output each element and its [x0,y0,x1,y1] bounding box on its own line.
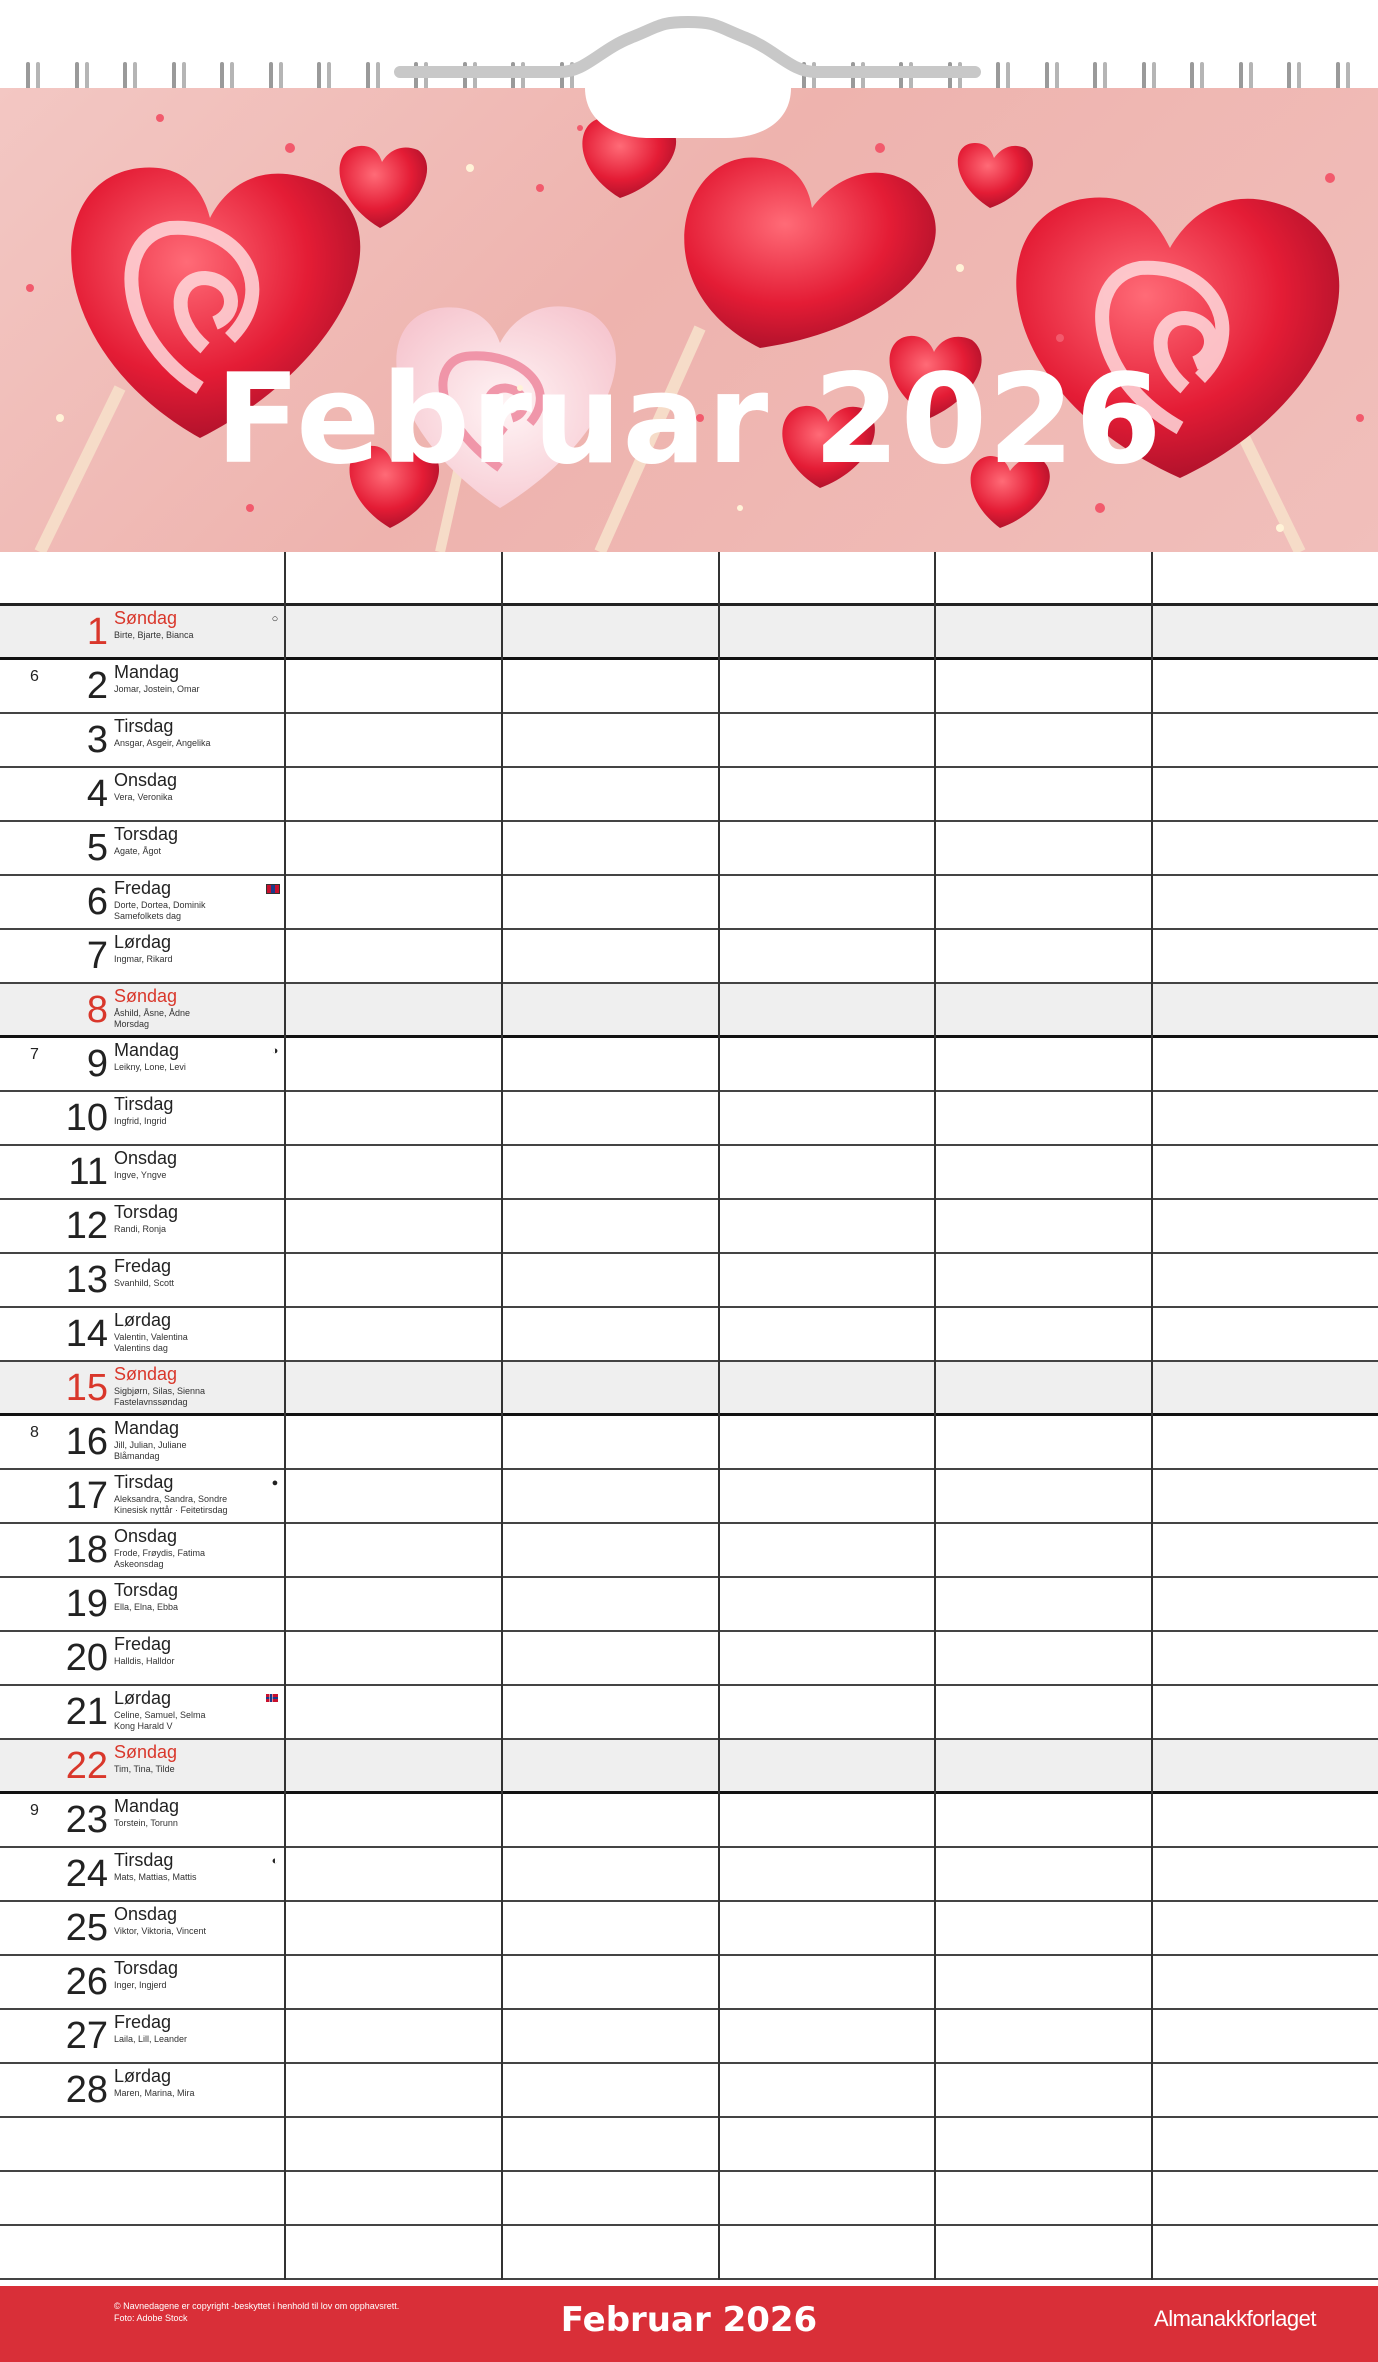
week-number: 9 [30,1802,39,1819]
day-number: 2 [86,665,108,707]
weekday-name: Tirsdag [114,1850,174,1870]
empty-row [0,2226,1378,2280]
day-row [0,1038,1378,1092]
day-number: 13 [65,1259,108,1301]
day-number: 19 [65,1583,108,1625]
name-day-line: Tim, Tina, Tilde [114,1764,175,1774]
name-day-names [114,1980,167,1991]
weekday-name: Mandag [114,1418,180,1438]
day-row [0,1686,1378,1740]
column-divider [934,552,936,2280]
column-header-row [0,552,1378,606]
footer-bar [0,2286,1378,2362]
day-row [0,768,1378,822]
day-number: 9 [86,1043,108,1085]
name-day-names [114,1494,228,1516]
footer-title: Februar 2026 [560,2300,818,2340]
week-number: 7 [30,1046,39,1063]
name-day-line: Åshild, Åsne, Ådne [114,1008,191,1018]
name-day-names [114,1548,205,1570]
name-day-line: Samefolkets dag [114,911,182,921]
weekday-name: Søndag [114,608,178,628]
weekday-name: Lørdag [114,1688,172,1708]
sami-flag-icon [266,884,280,894]
day-number: 20 [65,1637,108,1679]
day-row [0,660,1378,714]
name-day-names [114,1224,166,1235]
day-number: 8 [86,989,108,1031]
name-day-names [114,1440,187,1462]
weekday-name: Mandag [114,1796,180,1816]
day-number: 3 [86,719,108,761]
weekday-name: Onsdag [114,1904,178,1924]
copyright-line-1: © Navnedagene er copyright -beskyttet i henhold til lov om opphavsrett. [114,2301,400,2311]
name-day-line: Blåmandag [114,1451,160,1461]
name-day-names [114,2034,187,2045]
moon-phase-icon: ◐ [271,1855,279,1867]
day-number: 7 [86,935,108,977]
weekday-name: Lørdag [114,1310,172,1330]
name-day-line: Kinesisk nyttår · Feitetirsdag [114,1505,228,1515]
day-row [0,1578,1378,1632]
day-row [0,1632,1378,1686]
name-day-names [114,1386,205,1408]
column-divider [718,552,720,2280]
name-day-names [114,954,173,965]
weekday-name: Mandag [114,1040,180,1060]
hanger-hook [0,0,1378,140]
name-day-line: Inger, Ingjerd [114,1980,167,1990]
name-day-names [114,1656,175,1667]
weekday-name: Fredag [114,878,172,898]
name-day-line: Frode, Frøydis, Fatima [114,1548,206,1558]
name-day-names [114,900,206,922]
day-number: 21 [65,1691,108,1733]
weekday-name: Fredag [114,1634,172,1654]
day-number: 25 [65,1907,108,1949]
name-day-names [114,1710,206,1732]
header-photo [0,88,1378,552]
name-day-names [114,1170,166,1181]
publisher-logo: Almanakkforlaget [1154,2306,1316,2331]
day-number: 1 [86,611,108,653]
name-day-line: Svanhild, Scott [114,1278,175,1288]
weekday-name: Torsdag [114,1958,179,1978]
week-number: 8 [30,1424,39,1441]
day-row [0,1848,1378,1902]
name-day-names [114,1332,188,1354]
name-day-line: Randi, Ronja [114,1224,167,1234]
name-day-names [114,792,173,803]
name-day-names [114,1116,167,1127]
name-day-line: Maren, Marina, Mira [114,2088,195,2098]
name-day-names [114,1602,178,1613]
name-day-line: Ingmar, Rikard [114,954,173,964]
name-day-line: Torstein, Torunn [114,1818,178,1828]
day-row [0,1902,1378,1956]
day-row [0,1362,1378,1416]
weekday-name: Torsdag [114,824,179,844]
copyright-line-2: Foto: Adobe Stock [114,2313,188,2323]
empty-row [0,2172,1378,2226]
name-day-names [114,846,161,857]
day-row [0,1308,1378,1362]
column-divider [501,552,503,2280]
day-row [0,1740,1378,1794]
name-day-names [114,1818,178,1829]
day-row [0,714,1378,768]
weekday-name: Søndag [114,986,178,1006]
weekday-name: Tirsdag [114,1094,174,1114]
name-day-line: Birte, Bjarte, Bianca [114,630,194,640]
day-number: 6 [86,881,108,923]
day-row [0,1092,1378,1146]
day-row [0,1956,1378,2010]
column-divider [284,552,286,2280]
column-divider [1151,552,1153,2280]
day-number: 24 [65,1853,108,1895]
day-row [0,930,1378,984]
day-number: 18 [65,1529,108,1571]
weekday-name: Onsdag [114,1526,178,1546]
day-row [0,876,1378,930]
day-number: 11 [68,1151,108,1193]
name-day-line: Jill, Julian, Juliane [114,1440,187,1450]
day-row [0,1470,1378,1524]
day-number: 14 [65,1313,108,1355]
day-row [0,2010,1378,2064]
name-day-names [114,630,194,641]
name-day-line: Viktor, Viktoria, Vincent [114,1926,207,1936]
weekday-name: Fredag [114,1256,172,1276]
name-day-line: Leikny, Lone, Levi [114,1062,186,1072]
name-day-line: Sigbjørn, Silas, Sienna [114,1386,206,1396]
name-day-line: Dorte, Dortea, Dominik [114,900,206,910]
weekday-name: Torsdag [114,1580,179,1600]
day-number: 16 [65,1421,108,1463]
name-day-line: Valentin, Valentina [114,1332,188,1342]
day-row [0,1794,1378,1848]
moon-phase-icon: ◑ [271,1045,279,1057]
weekday-name: Tirsdag [114,1472,174,1492]
day-row [0,822,1378,876]
name-day-line: Askeonsdag [114,1559,164,1569]
name-day-line: Halldis, Halldor [114,1656,175,1666]
day-row [0,1524,1378,1578]
name-day-names [114,2088,195,2099]
month-title: Februar 2026 [215,348,1163,492]
name-day-line: Valentins dag [114,1343,168,1353]
name-day-names [114,1008,190,1030]
day-row [0,1254,1378,1308]
name-day-names [114,1062,186,1073]
name-day-names [114,684,200,695]
weekday-name: Lørdag [114,2066,172,2086]
name-day-names [114,1872,197,1883]
moon-phase-icon: ● [271,1477,279,1489]
day-number: 15 [65,1367,108,1409]
day-number: 22 [65,1745,108,1787]
name-day-line: Laila, Lill, Leander [114,2034,188,2044]
name-day-line: Fastelavnssøndag [114,1397,188,1407]
day-row [0,2064,1378,2118]
weekday-name: Søndag [114,1364,178,1384]
day-number: 28 [65,2069,108,2111]
day-number: 4 [86,773,108,815]
name-day-line: Ingfrid, Ingrid [114,1116,167,1126]
day-number: 12 [65,1205,108,1247]
day-number: 23 [65,1799,108,1841]
weekday-name: Tirsdag [114,716,174,736]
weekday-name: Onsdag [114,770,178,790]
name-day-line: Ansgar, Asgeir, Angelika [114,738,211,748]
day-row [0,1146,1378,1200]
day-number: 17 [65,1475,108,1517]
name-day-names [114,1278,174,1289]
name-day-line: Vera, Veronika [114,792,173,802]
name-day-line: Kong Harald V [114,1721,173,1731]
day-row [0,1200,1378,1254]
moon-phase-icon: ○ [271,613,279,625]
name-day-line: Celine, Samuel, Selma [114,1710,206,1720]
day-row [0,1416,1378,1470]
name-day-line: Agate, Ågot [114,846,162,856]
name-day-line: Jomar, Jostein, Omar [114,684,200,694]
name-day-line: Ella, Elna, Ebba [114,1602,179,1612]
day-number: 5 [86,827,108,869]
norway-flag-icon [266,1694,278,1702]
name-day-names [114,738,211,749]
name-day-line: Ingve, Yngve [114,1170,167,1180]
name-day-line: Mats, Mattias, Mattis [114,1872,197,1882]
calendar-grid [0,552,1378,2280]
day-row [0,606,1378,660]
name-day-names [114,1926,206,1937]
week-number: 6 [30,668,39,685]
empty-row [0,2118,1378,2172]
name-day-names [114,1764,175,1775]
weekday-name: Lørdag [114,932,172,952]
name-day-line: Aleksandra, Sandra, Sondre [114,1494,228,1504]
day-row [0,984,1378,1038]
weekday-name: Fredag [114,2012,172,2032]
day-number: 27 [65,2015,108,2057]
weekday-name: Søndag [114,1742,178,1762]
name-day-line: Morsdag [114,1019,150,1029]
day-number: 26 [65,1961,108,2003]
weekday-name: Torsdag [114,1202,179,1222]
day-number: 10 [65,1097,108,1139]
weekday-name: Onsdag [114,1148,178,1168]
weekday-name: Mandag [114,662,180,682]
